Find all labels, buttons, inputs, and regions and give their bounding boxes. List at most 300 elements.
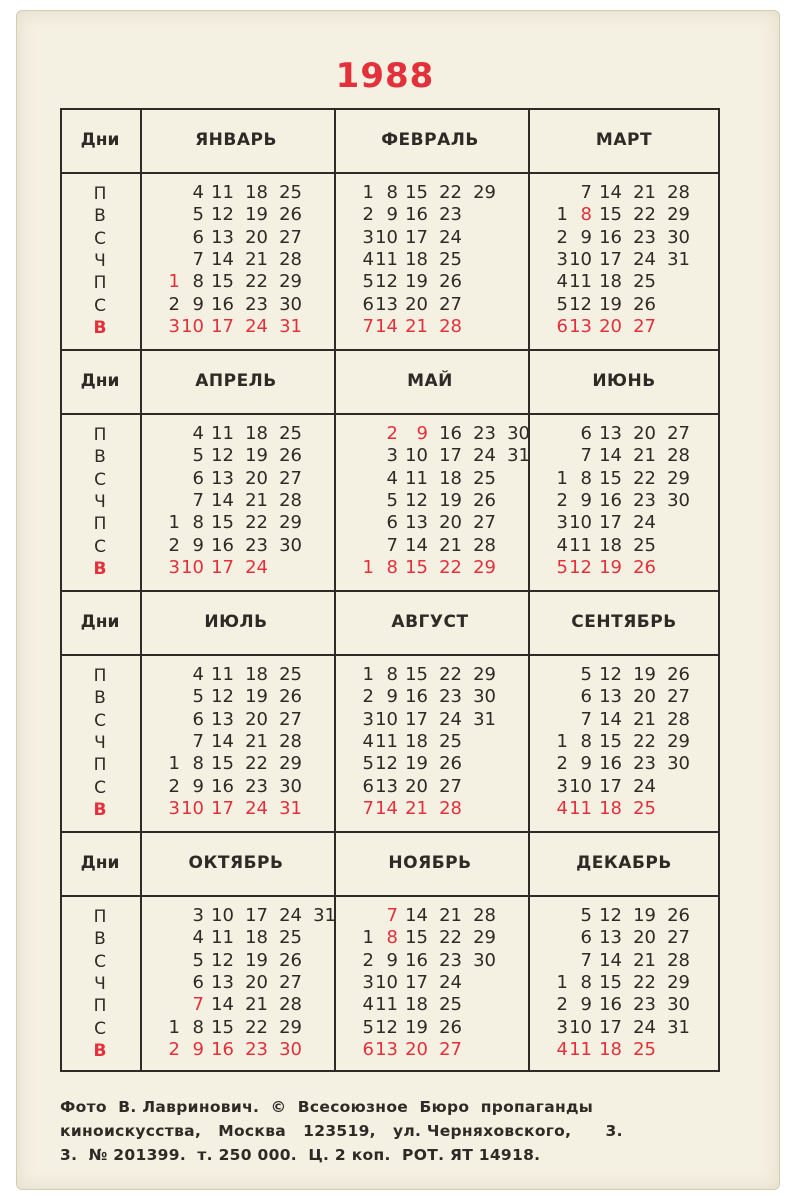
day-number: 18 xyxy=(405,248,428,270)
day-number: 28 xyxy=(667,949,690,971)
day-number: 31 xyxy=(279,315,302,337)
day-number: 24 xyxy=(279,905,302,926)
day-number: 1 xyxy=(362,927,374,949)
day-number: 14 xyxy=(599,182,622,203)
day-number: 10 xyxy=(569,775,592,797)
day-number: 16 xyxy=(405,949,428,971)
month-name: НОЯБРЬ xyxy=(388,853,472,873)
day-number: 28 xyxy=(279,994,302,1016)
day-number: 2 xyxy=(168,775,180,797)
day-number: 11 xyxy=(211,664,234,685)
day-number: 31 xyxy=(279,797,302,819)
day-number: 23 xyxy=(633,994,656,1016)
day-number: 6 xyxy=(580,423,592,444)
day-number: 21 xyxy=(633,708,656,730)
day-number: 28 xyxy=(473,534,496,556)
day-number: 23 xyxy=(245,775,268,797)
day-number: 25 xyxy=(439,248,462,270)
day-number: 2 xyxy=(168,293,180,315)
day-number: 4 xyxy=(556,534,568,556)
day-number: 5 xyxy=(362,1016,374,1038)
day-number: 20 xyxy=(599,315,622,337)
day-number: 15 xyxy=(211,512,234,534)
day-number: 5 xyxy=(580,905,592,926)
day-number: 20 xyxy=(245,467,268,489)
day-number: 25 xyxy=(439,730,462,752)
day-number: 20 xyxy=(633,686,656,708)
day-number: 22 xyxy=(633,730,656,752)
day-number: 27 xyxy=(667,423,690,444)
day-number: 21 xyxy=(245,994,268,1016)
day-number: 25 xyxy=(279,423,302,444)
day-number: 21 xyxy=(245,489,268,511)
day-number: 28 xyxy=(667,445,690,467)
day-number: 22 xyxy=(245,1016,268,1038)
day-number: 5 xyxy=(192,204,204,226)
day-number: 10 xyxy=(375,226,398,248)
weekday-label: В xyxy=(94,929,106,950)
weekday-label: П xyxy=(93,514,107,535)
month-name: АПРЕЛЬ xyxy=(195,371,277,391)
day-number: 4 xyxy=(192,182,204,203)
day-number: 29 xyxy=(667,467,690,489)
days-header: Дни xyxy=(80,612,120,632)
day-number: 3 xyxy=(168,556,180,578)
day-number: 8 xyxy=(386,664,398,685)
day-number: 12 xyxy=(599,664,622,685)
day-number: 13 xyxy=(375,293,398,315)
day-number: 8 xyxy=(386,182,398,203)
weekday-label: В xyxy=(93,799,107,820)
day-number: 19 xyxy=(405,753,428,775)
day-number: 9 xyxy=(580,489,592,511)
day-number: 5 xyxy=(192,949,204,971)
day-number: 25 xyxy=(473,467,496,489)
day-number: 14 xyxy=(405,905,428,926)
day-number: 3 xyxy=(386,445,398,467)
month-name: ФЕВРАЛЬ xyxy=(381,130,479,150)
day-number: 12 xyxy=(211,949,234,971)
day-number: 1 xyxy=(556,730,568,752)
day-number: 10 xyxy=(569,1016,592,1038)
day-number: 21 xyxy=(405,797,428,819)
day-number: 9 xyxy=(580,226,592,248)
day-number: 15 xyxy=(211,271,234,293)
day-number: 10 xyxy=(181,315,204,337)
weekday-label: С xyxy=(94,777,106,798)
day-number: 10 xyxy=(181,797,204,819)
day-number: 26 xyxy=(279,445,302,467)
day-number: 29 xyxy=(667,204,690,226)
day-number: 7 xyxy=(362,315,374,337)
day-number: 25 xyxy=(633,271,656,293)
day-number: 21 xyxy=(405,315,428,337)
day-number: 8 xyxy=(580,971,592,993)
day-number: 4 xyxy=(192,927,204,949)
day-number: 7 xyxy=(580,949,592,971)
day-number: 13 xyxy=(599,927,622,949)
day-number: 15 xyxy=(599,467,622,489)
day-number: 22 xyxy=(245,512,268,534)
day-number: 24 xyxy=(473,445,496,467)
day-number: 26 xyxy=(439,753,462,775)
weekday-label: П xyxy=(93,666,107,686)
day-number: 24 xyxy=(439,971,462,993)
day-number: 2 xyxy=(362,686,374,708)
day-number: 1 xyxy=(556,467,568,489)
day-number: 27 xyxy=(279,971,302,993)
day-number: 12 xyxy=(569,293,592,315)
day-number: 25 xyxy=(279,182,302,203)
day-number: 12 xyxy=(375,753,398,775)
month-name: СЕНТЯБРЬ xyxy=(571,612,677,632)
day-number: 13 xyxy=(375,775,398,797)
day-number: 4 xyxy=(556,797,568,819)
day-number: 24 xyxy=(633,512,656,534)
day-number: 9 xyxy=(416,423,428,444)
day-number: 23 xyxy=(439,686,462,708)
day-number: 28 xyxy=(439,315,462,337)
day-number: 28 xyxy=(439,797,462,819)
day-number: 8 xyxy=(386,556,398,578)
day-number: 17 xyxy=(211,556,234,578)
day-number: 21 xyxy=(633,182,656,203)
day-number: 23 xyxy=(245,293,268,315)
day-number: 17 xyxy=(599,512,622,534)
day-number: 9 xyxy=(386,686,398,708)
day-number: 18 xyxy=(599,534,622,556)
day-number: 10 xyxy=(569,512,592,534)
day-number: 7 xyxy=(580,708,592,730)
day-number: 29 xyxy=(667,971,690,993)
day-number: 18 xyxy=(245,927,268,949)
weekday-label: Ч xyxy=(94,491,106,512)
day-number: 19 xyxy=(599,293,622,315)
day-number: 14 xyxy=(599,949,622,971)
day-number: 1 xyxy=(362,556,374,578)
day-number: 20 xyxy=(633,927,656,949)
day-number: 29 xyxy=(473,182,496,203)
day-number: 16 xyxy=(405,204,428,226)
day-number: 7 xyxy=(192,248,204,270)
footer-line-3: 3. № 201399. т. 250 000. Ц. 2 коп. РОТ. ЯТ 14918. xyxy=(60,1146,541,1164)
day-number: 5 xyxy=(556,293,568,315)
day-number: 25 xyxy=(439,994,462,1016)
day-number: 16 xyxy=(599,994,622,1016)
day-number: 7 xyxy=(192,730,204,752)
day-number: 24 xyxy=(439,708,462,730)
day-number: 18 xyxy=(599,1038,622,1060)
weekday-label: В xyxy=(93,558,107,579)
footer-line-1: Фото В. Лавринович. © Всесоюзное Бюро пропаганды xyxy=(60,1098,594,1116)
day-number: 9 xyxy=(192,775,204,797)
weekday-label: П xyxy=(93,184,107,204)
day-number: 31 xyxy=(507,445,530,467)
grid-horizontal-line xyxy=(60,654,720,656)
day-number: 9 xyxy=(192,534,204,556)
day-number: 4 xyxy=(556,1038,568,1060)
day-number: 8 xyxy=(386,927,398,949)
day-number: 22 xyxy=(245,271,268,293)
day-number: 9 xyxy=(580,994,592,1016)
day-number: 15 xyxy=(405,556,428,578)
day-number: 1 xyxy=(168,753,180,775)
day-number: 28 xyxy=(473,905,496,926)
day-number: 27 xyxy=(279,708,302,730)
day-number: 1 xyxy=(556,204,568,226)
day-number: 14 xyxy=(599,445,622,467)
day-number: 27 xyxy=(279,226,302,248)
month-name: МАЙ xyxy=(407,371,453,391)
day-number: 13 xyxy=(211,971,234,993)
day-number: 14 xyxy=(405,534,428,556)
day-number: 24 xyxy=(245,556,268,578)
weekday-label: С xyxy=(94,228,106,249)
weekday-label: В xyxy=(94,206,106,227)
day-number: 23 xyxy=(245,534,268,556)
footer-line-2: киноискусства, Москва 123519, ул. Черняховского, 3. xyxy=(60,1122,623,1140)
day-number: 26 xyxy=(633,556,656,578)
day-number: 12 xyxy=(211,204,234,226)
day-number: 29 xyxy=(279,1016,302,1038)
day-number: 19 xyxy=(245,686,268,708)
day-number: 10 xyxy=(375,708,398,730)
day-number: 21 xyxy=(633,949,656,971)
day-number: 15 xyxy=(599,204,622,226)
day-number: 16 xyxy=(211,293,234,315)
day-number: 12 xyxy=(375,271,398,293)
day-number: 21 xyxy=(245,730,268,752)
day-number: 28 xyxy=(667,708,690,730)
day-number: 22 xyxy=(439,556,462,578)
day-number: 16 xyxy=(405,686,428,708)
day-number: 17 xyxy=(405,226,428,248)
day-number: 20 xyxy=(245,971,268,993)
day-number: 31 xyxy=(473,708,496,730)
day-number: 16 xyxy=(211,1038,234,1060)
day-number: 25 xyxy=(633,534,656,556)
weekday-label: С xyxy=(94,1018,106,1039)
day-number: 7 xyxy=(192,489,204,511)
day-number: 9 xyxy=(386,204,398,226)
day-number: 6 xyxy=(362,293,374,315)
day-number: 3 xyxy=(556,512,568,534)
days-header: Дни xyxy=(80,130,120,150)
day-number: 18 xyxy=(599,797,622,819)
day-number: 23 xyxy=(633,753,656,775)
day-number: 24 xyxy=(439,226,462,248)
day-number: 6 xyxy=(580,686,592,708)
day-number: 12 xyxy=(599,905,622,926)
day-number: 22 xyxy=(633,467,656,489)
day-number: 16 xyxy=(211,775,234,797)
day-number: 10 xyxy=(211,905,234,926)
day-number: 17 xyxy=(439,445,462,467)
day-number: 13 xyxy=(211,708,234,730)
day-number: 20 xyxy=(633,423,656,444)
day-number: 27 xyxy=(633,315,656,337)
day-number: 22 xyxy=(245,753,268,775)
day-number: 8 xyxy=(580,730,592,752)
day-number: 11 xyxy=(569,1038,592,1060)
day-number: 14 xyxy=(211,994,234,1016)
day-number: 5 xyxy=(192,445,204,467)
day-number: 30 xyxy=(507,423,530,444)
day-number: 11 xyxy=(405,467,428,489)
day-number: 19 xyxy=(245,445,268,467)
day-number: 13 xyxy=(599,686,622,708)
weekday-label: С xyxy=(94,295,106,316)
day-number: 25 xyxy=(633,1038,656,1060)
day-number: 18 xyxy=(599,271,622,293)
day-number: 29 xyxy=(279,753,302,775)
month-name: ДЕКАБРЬ xyxy=(576,853,672,873)
day-number: 8 xyxy=(580,467,592,489)
day-number: 31 xyxy=(667,1016,690,1038)
grid-horizontal-line xyxy=(60,895,720,897)
day-number: 27 xyxy=(439,1038,462,1060)
weekday-label: В xyxy=(94,688,106,709)
day-number: 6 xyxy=(386,512,398,534)
month-name: ИЮНЬ xyxy=(592,371,656,391)
day-number: 2 xyxy=(556,226,568,248)
day-number: 1 xyxy=(362,182,374,203)
day-number: 4 xyxy=(362,730,374,752)
day-number: 24 xyxy=(633,775,656,797)
day-number: 2 xyxy=(362,204,374,226)
day-number: 8 xyxy=(192,1016,204,1038)
grid-horizontal-line xyxy=(60,590,720,592)
weekday-label: Ч xyxy=(94,732,106,753)
day-number: 27 xyxy=(439,775,462,797)
day-number: 23 xyxy=(439,949,462,971)
day-number: 8 xyxy=(192,512,204,534)
day-number: 2 xyxy=(556,753,568,775)
day-number: 23 xyxy=(439,204,462,226)
year-title: 1988 xyxy=(335,56,435,96)
day-number: 30 xyxy=(279,293,302,315)
weekday-label: П xyxy=(93,755,107,776)
weekday-label: С xyxy=(94,536,106,557)
day-number: 10 xyxy=(181,556,204,578)
day-number: 15 xyxy=(211,1016,234,1038)
day-number: 31 xyxy=(313,905,336,926)
day-number: 26 xyxy=(279,686,302,708)
day-number: 6 xyxy=(556,315,568,337)
day-number: 8 xyxy=(192,271,204,293)
day-number: 11 xyxy=(375,248,398,270)
day-number: 29 xyxy=(279,512,302,534)
day-number: 19 xyxy=(439,489,462,511)
day-number: 7 xyxy=(386,905,398,926)
day-number: 14 xyxy=(211,248,234,270)
day-number: 1 xyxy=(362,664,374,685)
day-number: 27 xyxy=(667,927,690,949)
day-number: 20 xyxy=(245,708,268,730)
day-number: 28 xyxy=(279,730,302,752)
day-number: 20 xyxy=(405,293,428,315)
day-number: 28 xyxy=(279,248,302,270)
day-number: 27 xyxy=(667,686,690,708)
day-number: 26 xyxy=(439,1016,462,1038)
grid-horizontal-line xyxy=(60,831,720,833)
day-number: 26 xyxy=(279,204,302,226)
day-number: 30 xyxy=(667,753,690,775)
day-number: 18 xyxy=(405,994,428,1016)
day-number: 18 xyxy=(245,423,268,444)
day-number: 14 xyxy=(599,708,622,730)
day-number: 7 xyxy=(192,994,204,1016)
weekday-label: С xyxy=(94,710,106,731)
day-number: 18 xyxy=(439,467,462,489)
day-number: 4 xyxy=(556,271,568,293)
day-number: 24 xyxy=(245,797,268,819)
day-number: 18 xyxy=(405,730,428,752)
day-number: 6 xyxy=(192,708,204,730)
day-number: 20 xyxy=(245,226,268,248)
day-number: 13 xyxy=(569,315,592,337)
day-number: 12 xyxy=(211,445,234,467)
weekday-label: Ч xyxy=(94,973,106,994)
day-number: 5 xyxy=(192,686,204,708)
weekday-label: Ч xyxy=(94,250,106,271)
day-number: 29 xyxy=(279,271,302,293)
day-number: 26 xyxy=(633,293,656,315)
day-number: 14 xyxy=(211,489,234,511)
day-number: 11 xyxy=(211,182,234,203)
day-number: 15 xyxy=(599,730,622,752)
weekday-label: В xyxy=(93,1040,107,1061)
day-number: 19 xyxy=(633,664,656,685)
day-number: 4 xyxy=(192,664,204,685)
day-number: 28 xyxy=(667,182,690,203)
day-number: 23 xyxy=(633,489,656,511)
day-number: 29 xyxy=(473,927,496,949)
day-number: 29 xyxy=(667,730,690,752)
day-number: 17 xyxy=(211,797,234,819)
day-number: 13 xyxy=(211,226,234,248)
day-number: 16 xyxy=(599,226,622,248)
day-number: 18 xyxy=(245,182,268,203)
day-number: 21 xyxy=(439,905,462,926)
day-number: 4 xyxy=(362,248,374,270)
day-number: 30 xyxy=(279,1038,302,1060)
day-number: 22 xyxy=(633,204,656,226)
days-header: Дни xyxy=(80,853,120,873)
day-number: 16 xyxy=(599,753,622,775)
day-number: 27 xyxy=(439,293,462,315)
day-number: 17 xyxy=(211,315,234,337)
day-number: 11 xyxy=(569,271,592,293)
day-number: 30 xyxy=(473,949,496,971)
days-header: Дни xyxy=(80,371,120,391)
month-name: ОКТЯБРЬ xyxy=(188,853,284,873)
day-number: 22 xyxy=(439,927,462,949)
day-number: 19 xyxy=(245,949,268,971)
day-number: 3 xyxy=(556,1016,568,1038)
day-number: 30 xyxy=(667,226,690,248)
day-number: 5 xyxy=(556,556,568,578)
day-number: 13 xyxy=(599,423,622,444)
day-number: 1 xyxy=(168,512,180,534)
day-number: 3 xyxy=(192,905,204,926)
day-number: 14 xyxy=(211,730,234,752)
day-number: 6 xyxy=(192,226,204,248)
day-number: 11 xyxy=(375,994,398,1016)
day-number: 14 xyxy=(375,315,398,337)
grid-horizontal-line xyxy=(60,349,720,351)
day-number: 23 xyxy=(633,226,656,248)
